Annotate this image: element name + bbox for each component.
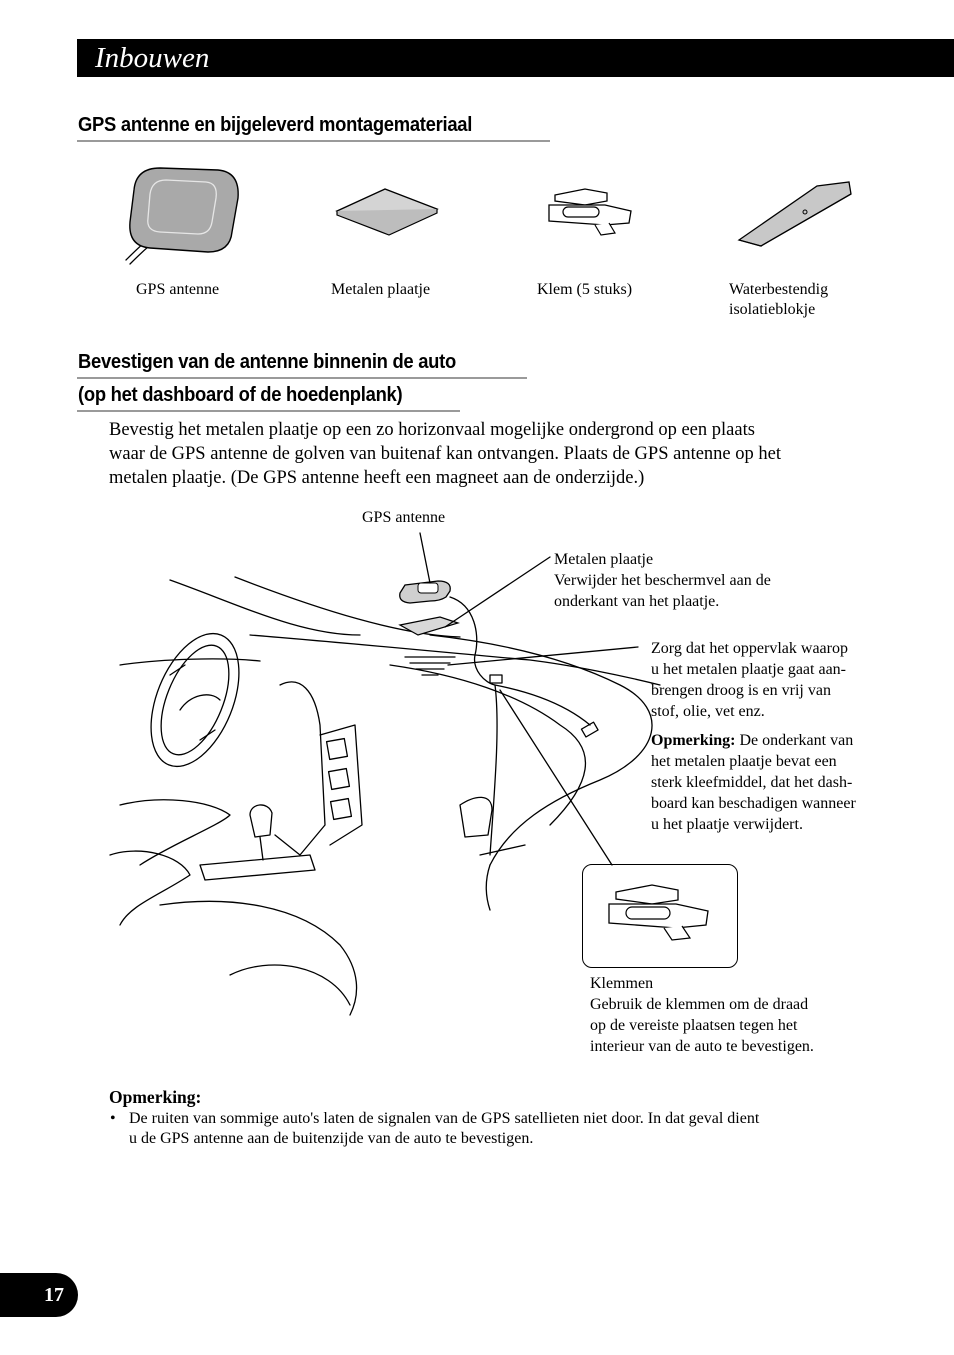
diagram-note-text: het metalen plaatje bevat een — [651, 753, 837, 770]
diagram-note-label: Opmerking: — [651, 732, 736, 749]
bottom-note-text: De ruiten van sommige auto's laten de signalen van de GPS satellieten niet door. In dat geval dient — [129, 1110, 760, 1127]
diagram-surface-text: u het metalen plaatje gaat aan- — [651, 661, 847, 678]
diagram-note-first: De onderkant van — [735, 732, 854, 749]
part-label-insulation-line1: Waterbestendig — [729, 281, 829, 298]
insulation-block-illustration — [735, 178, 855, 250]
paragraph-line: Bevestig het metalen plaatje op een zo horizonvaal mogelijke ondergrond op een plaats — [109, 420, 755, 440]
diagram-note-text: sterk kleefmiddel, dat het dash- — [651, 774, 853, 791]
diagram-note-text: board kan beschadigen wanneer — [651, 795, 856, 812]
diagram-surface-text: brengen droog is en vrij van — [651, 682, 831, 699]
diagram-clamps-text: interieur van de auto te bevestigen. — [590, 1038, 814, 1055]
clamp-illustration — [604, 880, 714, 946]
gps-antenna-illustration — [120, 160, 250, 270]
diagram-note-text: u het plaatje verwijdert. — [651, 816, 803, 833]
diagram-plate-title: Metalen plaatje — [554, 551, 654, 568]
part-label-gps-antenna: GPS antenne — [136, 281, 220, 298]
heading-underline — [77, 140, 550, 142]
section-heading-mount-line2: (op het dashboard of de hoedenplank) — [78, 384, 403, 406]
page-number: 17 — [44, 1284, 64, 1306]
metal-plate-illustration — [333, 185, 443, 235]
diagram-clamps-title: Klemmen — [590, 975, 654, 992]
diagram-surface-text: Zorg dat het oppervlak waarop — [651, 640, 848, 657]
diagram-plate-text: Verwijder het beschermvel aan de — [554, 572, 771, 589]
diagram-surface-text: stof, olie, vet enz. — [651, 703, 765, 720]
diagram-plate-text: onderkant van het plaatje. — [554, 593, 720, 610]
clamp-illustration — [545, 185, 635, 240]
page-number-tab — [0, 1273, 78, 1317]
page-header-bar — [77, 39, 954, 77]
bottom-note-text: u de GPS antenne aan de buitenzijde van de auto te bevestigen. — [129, 1130, 534, 1147]
heading-underline — [77, 410, 460, 412]
diagram-clamps-text: op de vereiste plaatsen tegen het — [590, 1017, 798, 1034]
diagram-note-line — [651, 731, 853, 752]
bullet-marker: • — [110, 1110, 116, 1127]
section-heading-mount-line1: Bevestigen van de antenne binnenin de auto — [78, 351, 456, 373]
diagram-clamps-text: Gebruik de klemmen om de draad — [590, 996, 809, 1013]
paragraph-line: metalen plaatje. (De GPS antenne heeft een magneet aan de onderzijde.) — [109, 468, 645, 488]
part-label-metal-plate: Metalen plaatje — [331, 281, 431, 298]
heading-underline — [77, 377, 527, 379]
paragraph-line: waar de GPS antenne de golven van buitenaf kan ontvangen. Plaats de GPS antenne op het — [109, 444, 781, 464]
page-title: Inbouwen — [95, 42, 210, 74]
section-heading-parts: GPS antenne en bijgeleverd montagemateriaal — [78, 114, 473, 136]
diagram-label-gps: GPS antenne — [362, 509, 446, 526]
bottom-note-label: Opmerking: — [109, 1087, 202, 1107]
part-label-insulation-line2: isolatieblokje — [729, 301, 816, 318]
part-label-clamp: Klem (5 stuks) — [537, 281, 633, 298]
